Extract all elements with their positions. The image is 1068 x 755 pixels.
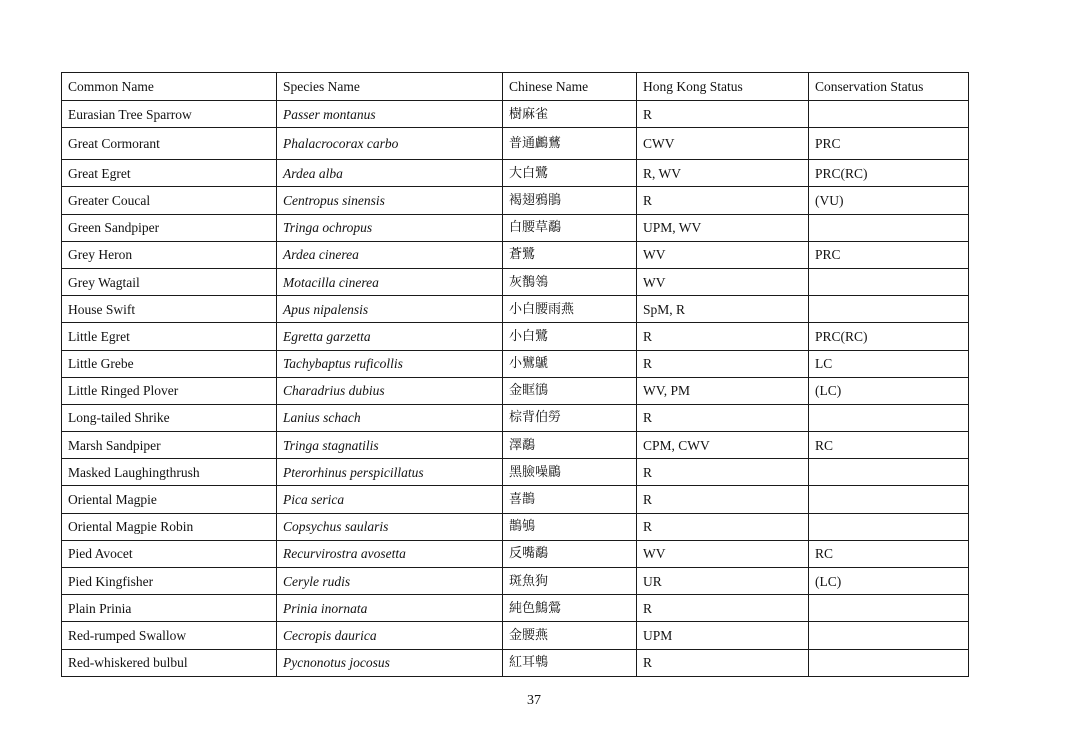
table-row — [62, 432, 969, 459]
cell-chinese-name: 樹麻雀 — [503, 101, 637, 128]
cell-species-name: Phalacrocorax carbo — [277, 128, 503, 160]
table-row — [62, 350, 969, 377]
cell-chinese-name: 黑臉噪鶥 — [503, 459, 637, 486]
cell-chinese-name: 灰鶺鴒 — [503, 268, 637, 295]
cell-chinese-name: 小白鷺 — [503, 323, 637, 350]
cell-chinese-name: 棕背伯勞 — [503, 404, 637, 431]
cell-chinese-name: 白腰草鷸 — [503, 214, 637, 241]
table-row — [62, 101, 969, 128]
cell-conservation-status — [809, 513, 969, 540]
cell-species-name: Pica serica — [277, 486, 503, 513]
table-row — [62, 377, 969, 404]
cell-hong-kong-status: WV, PM — [637, 377, 809, 404]
cell-chinese-name: 喜鵲 — [503, 486, 637, 513]
cell-chinese-name: 純色鷦鶯 — [503, 595, 637, 622]
cell-hong-kong-status: R — [637, 187, 809, 214]
cell-chinese-name: 大白鷺 — [503, 160, 637, 187]
cell-hong-kong-status: WV — [637, 241, 809, 268]
table-row — [62, 296, 969, 323]
table-row — [62, 160, 969, 187]
cell-species-name: Centropus sinensis — [277, 187, 503, 214]
table-row — [62, 568, 969, 595]
cell-common-name: Pied Avocet — [62, 540, 277, 567]
cell-common-name: Oriental Magpie — [62, 486, 277, 513]
cell-common-name: Grey Wagtail — [62, 268, 277, 295]
table-row — [62, 268, 969, 295]
table-row — [62, 214, 969, 241]
cell-conservation-status — [809, 404, 969, 431]
table-row — [62, 595, 969, 622]
cell-common-name: Little Grebe — [62, 350, 277, 377]
cell-species-name: Pycnonotus jocosus — [277, 649, 503, 676]
cell-conservation-status — [809, 268, 969, 295]
cell-chinese-name: 金眶鴴 — [503, 377, 637, 404]
table-row — [62, 459, 969, 486]
cell-conservation-status: PRC(RC) — [809, 323, 969, 350]
cell-common-name: Red-rumped Swallow — [62, 622, 277, 649]
cell-chinese-name: 蒼鷺 — [503, 241, 637, 268]
cell-chinese-name: 澤鷸 — [503, 432, 637, 459]
cell-conservation-status: LC — [809, 350, 969, 377]
table-body — [62, 101, 969, 677]
cell-hong-kong-status: R — [637, 649, 809, 676]
cell-species-name: Egretta garzetta — [277, 323, 503, 350]
cell-conservation-status: PRC — [809, 241, 969, 268]
header-hong-kong-status: Hong Kong Status — [637, 73, 809, 101]
cell-common-name: Eurasian Tree Sparrow — [62, 101, 277, 128]
cell-hong-kong-status: R, WV — [637, 160, 809, 187]
table-header-row — [62, 73, 969, 101]
table-row — [62, 404, 969, 431]
cell-species-name: Prinia inornata — [277, 595, 503, 622]
cell-common-name: Great Cormorant — [62, 128, 277, 160]
table-row — [62, 187, 969, 214]
cell-conservation-status — [809, 101, 969, 128]
cell-conservation-status: (LC) — [809, 568, 969, 595]
cell-species-name: Motacilla cinerea — [277, 268, 503, 295]
cell-common-name: House Swift — [62, 296, 277, 323]
cell-conservation-status: PRC(RC) — [809, 160, 969, 187]
cell-species-name: Cecropis daurica — [277, 622, 503, 649]
cell-hong-kong-status: UR — [637, 568, 809, 595]
cell-hong-kong-status: R — [637, 404, 809, 431]
cell-common-name: Great Egret — [62, 160, 277, 187]
cell-hong-kong-status: R — [637, 350, 809, 377]
cell-conservation-status: RC — [809, 432, 969, 459]
cell-common-name: Red-whiskered bulbul — [62, 649, 277, 676]
table-row — [62, 128, 969, 160]
cell-common-name: Grey Heron — [62, 241, 277, 268]
cell-chinese-name: 斑魚狗 — [503, 568, 637, 595]
cell-common-name: Plain Prinia — [62, 595, 277, 622]
cell-hong-kong-status: R — [637, 101, 809, 128]
cell-common-name: Long-tailed Shrike — [62, 404, 277, 431]
cell-common-name: Little Egret — [62, 323, 277, 350]
cell-conservation-status — [809, 214, 969, 241]
page-number: 37 — [527, 693, 541, 708]
cell-chinese-name: 紅耳鵯 — [503, 649, 637, 676]
cell-species-name: Tringa ochropus — [277, 214, 503, 241]
cell-conservation-status: (VU) — [809, 187, 969, 214]
cell-species-name: Pterorhinus perspicillatus — [277, 459, 503, 486]
cell-conservation-status — [809, 595, 969, 622]
cell-hong-kong-status: WV — [637, 540, 809, 567]
header-common-name: Common Name — [62, 73, 277, 101]
cell-chinese-name: 小白腰雨燕 — [503, 296, 637, 323]
cell-hong-kong-status: R — [637, 459, 809, 486]
cell-common-name: Pied Kingfisher — [62, 568, 277, 595]
cell-common-name: Greater Coucal — [62, 187, 277, 214]
cell-hong-kong-status: UPM, WV — [637, 214, 809, 241]
table-row — [62, 486, 969, 513]
header-species-name: Species Name — [277, 73, 503, 101]
cell-species-name: Lanius schach — [277, 404, 503, 431]
cell-species-name: Copsychus saularis — [277, 513, 503, 540]
cell-hong-kong-status: UPM — [637, 622, 809, 649]
cell-hong-kong-status: CPM, CWV — [637, 432, 809, 459]
cell-common-name: Little Ringed Plover — [62, 377, 277, 404]
cell-species-name: Charadrius dubius — [277, 377, 503, 404]
cell-species-name: Ceryle rudis — [277, 568, 503, 595]
cell-species-name: Passer montanus — [277, 101, 503, 128]
cell-chinese-name: 褐翅鴉鵑 — [503, 187, 637, 214]
cell-common-name: Masked Laughingthrush — [62, 459, 277, 486]
cell-chinese-name: 金腰燕 — [503, 622, 637, 649]
cell-hong-kong-status: R — [637, 486, 809, 513]
bird-species-table — [61, 72, 969, 677]
cell-hong-kong-status: SpM, R — [637, 296, 809, 323]
cell-common-name: Marsh Sandpiper — [62, 432, 277, 459]
cell-species-name: Apus nipalensis — [277, 296, 503, 323]
table-row — [62, 649, 969, 676]
cell-hong-kong-status: R — [637, 595, 809, 622]
cell-hong-kong-status: R — [637, 323, 809, 350]
header-conservation-status: Conservation Status — [809, 73, 969, 101]
table-row — [62, 513, 969, 540]
table-row — [62, 241, 969, 268]
cell-conservation-status: PRC — [809, 128, 969, 160]
cell-conservation-status — [809, 486, 969, 513]
cell-species-name: Recurvirostra avosetta — [277, 540, 503, 567]
cell-hong-kong-status: R — [637, 513, 809, 540]
cell-species-name: Ardea alba — [277, 160, 503, 187]
cell-conservation-status — [809, 622, 969, 649]
cell-chinese-name: 小鷿鷈 — [503, 350, 637, 377]
table-row — [62, 622, 969, 649]
cell-chinese-name: 普通鸕鶿 — [503, 128, 637, 160]
cell-hong-kong-status: WV — [637, 268, 809, 295]
cell-species-name: Ardea cinerea — [277, 241, 503, 268]
cell-chinese-name: 反嘴鷸 — [503, 540, 637, 567]
header-chinese-name: Chinese Name — [503, 73, 637, 101]
cell-common-name: Oriental Magpie Robin — [62, 513, 277, 540]
cell-conservation-status — [809, 649, 969, 676]
cell-conservation-status: RC — [809, 540, 969, 567]
cell-conservation-status: (LC) — [809, 377, 969, 404]
cell-species-name: Tachybaptus ruficollis — [277, 350, 503, 377]
cell-chinese-name: 鵲鴝 — [503, 513, 637, 540]
cell-hong-kong-status: CWV — [637, 128, 809, 160]
cell-species-name: Tringa stagnatilis — [277, 432, 503, 459]
table-row — [62, 323, 969, 350]
cell-conservation-status — [809, 459, 969, 486]
table-row — [62, 540, 969, 567]
cell-common-name: Green Sandpiper — [62, 214, 277, 241]
cell-conservation-status — [809, 296, 969, 323]
